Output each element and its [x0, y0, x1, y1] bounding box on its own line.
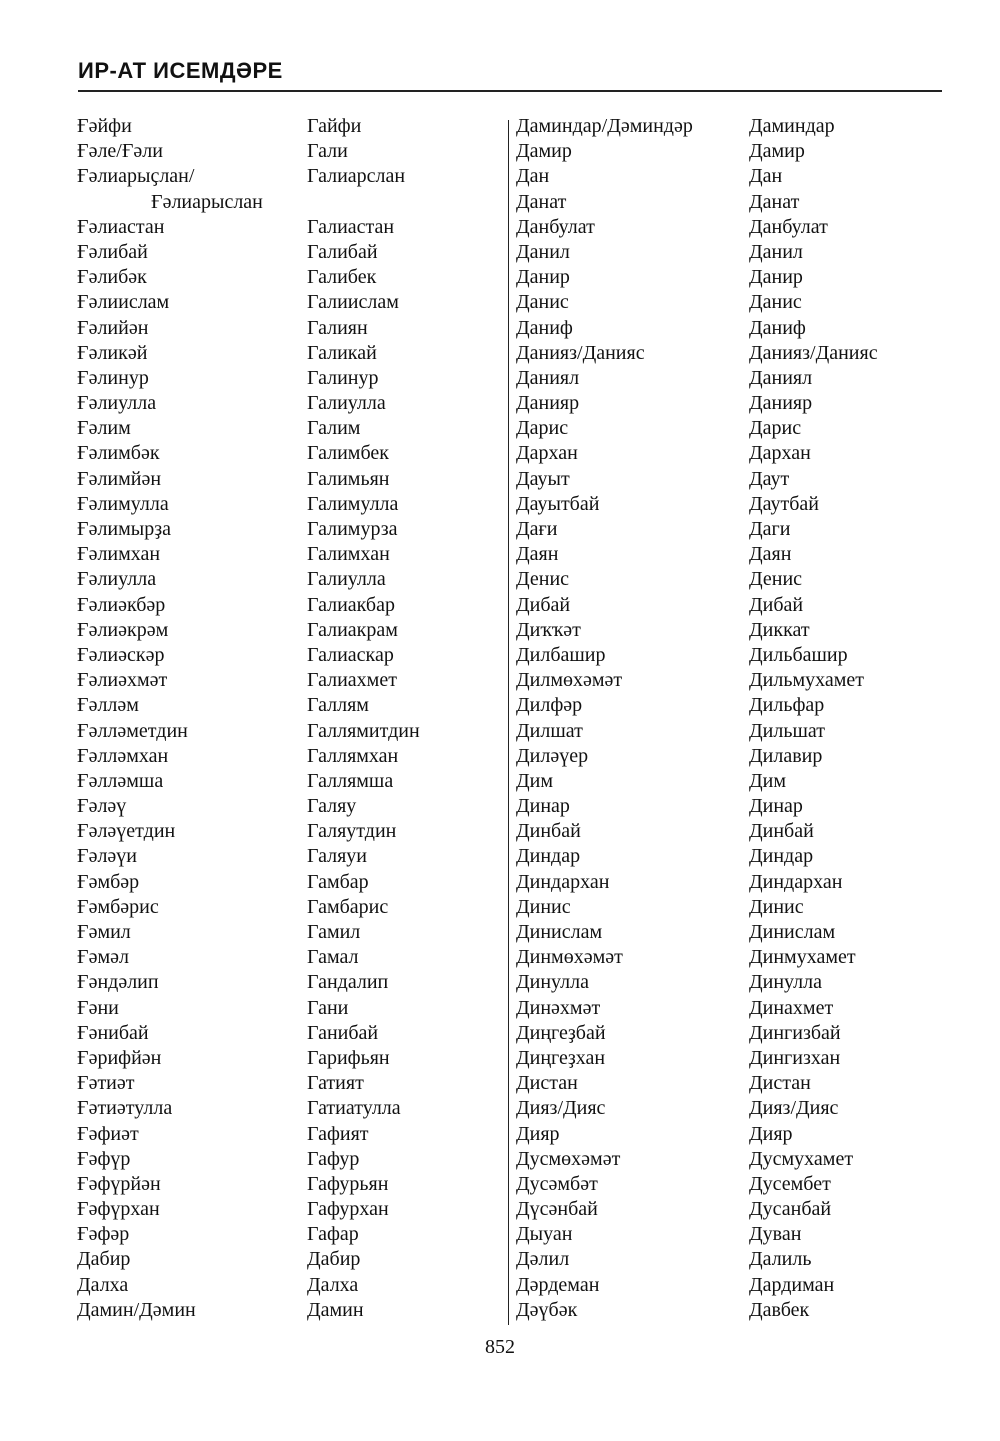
name-entry: Ғәйфи: [77, 115, 132, 137]
name-entry: Данияр: [516, 392, 580, 415]
name-entry: Дияр: [749, 1122, 793, 1145]
name-entry: Данис: [516, 291, 569, 314]
name-entry: Галим: [307, 417, 361, 440]
name-entry: Динис: [516, 895, 571, 918]
name-entry: Данат: [516, 190, 567, 213]
name-entry: Ғәлимхан: [77, 543, 161, 566]
name-entry: Динбай: [749, 820, 814, 843]
name-entry: Дибай: [516, 593, 571, 616]
name-entry: Динахмет: [749, 996, 834, 1019]
name-entry: Дильмухамет: [749, 669, 864, 692]
column-right-bashkir: [516, 114, 693, 1323]
name-entry: Дауыт: [516, 467, 570, 490]
name-entry: Диңгеҙхан: [516, 1046, 606, 1069]
name-entry: Дәүбәк: [516, 1298, 578, 1321]
name-entry: Галиулла: [307, 568, 386, 591]
name-entry: Дилбашир: [516, 643, 606, 666]
name-entry: Ғәлимырҙа: [77, 518, 171, 540]
name-entry: Гани: [307, 996, 349, 1019]
name-entry: Ғәләүетдин: [77, 820, 176, 843]
name-entry: Гамил: [307, 921, 361, 943]
name-entry: Данир: [749, 266, 803, 289]
name-entry: Дан: [516, 165, 550, 188]
column-left-bashkir: [77, 114, 263, 1323]
name-entry: Данир: [516, 266, 570, 289]
name-entry: Галиаскар: [307, 643, 394, 666]
name-entry: Гарифьян: [307, 1046, 390, 1069]
column-divider: [508, 120, 509, 1325]
name-entry: Динмухамет: [749, 946, 856, 969]
name-entry: Ғәфәр: [77, 1223, 130, 1246]
name-entry: Галлямитдин: [307, 719, 420, 742]
name-entry: Динулла: [516, 971, 590, 994]
name-entry: Ғәтиәтулла: [77, 1097, 173, 1120]
name-entry: Ғәлиәкбәр: [77, 593, 166, 616]
name-entry: Галиакрам: [307, 618, 398, 641]
name-entry: Ғәлинур: [77, 366, 149, 389]
name-entry: Дингизхан: [749, 1046, 841, 1069]
name-entry: Даниял: [749, 366, 813, 389]
name-entry: Гафур: [307, 1147, 360, 1170]
name-entry: Дан: [749, 165, 783, 188]
name-entry: Дилфәр: [516, 694, 583, 717]
page-number: 852: [485, 1336, 515, 1358]
name-entry: Галиарслан: [307, 165, 406, 188]
name-entry: [307, 190, 420, 215]
name-entry: Ғәрифйән: [77, 1046, 162, 1069]
name-entry: Ғәлимйән: [77, 467, 162, 490]
name-entry: Диләүер: [516, 744, 589, 767]
name-entry: Динулла: [749, 971, 823, 994]
name-entry: Гафият: [307, 1122, 369, 1145]
name-entry: Галлямхан: [307, 744, 399, 767]
name-entry: Данат: [749, 190, 800, 213]
name-entry: Дияз/Дияс: [516, 1097, 606, 1120]
name-entry: Ғәлимбәк: [77, 442, 160, 465]
name-entry: Дияр: [516, 1122, 560, 1145]
name-entry: Гамбар: [307, 870, 369, 893]
name-entry: Дистан: [749, 1072, 811, 1095]
name-entry: Ғәфүрхан: [77, 1198, 160, 1221]
name-entry: Даян: [749, 543, 792, 566]
name-entry: Галимхан: [307, 543, 390, 566]
name-entry: Динислам: [749, 921, 836, 943]
name-entry: Галяуи: [307, 845, 367, 868]
name-entry: Ғәни: [77, 996, 119, 1019]
name-entry: Дибай: [749, 593, 804, 616]
name-entry: Ғәмәл: [77, 946, 129, 969]
page-title: ИР-АТ ИСЕМДӘРЕ: [78, 58, 283, 83]
name-entry: Гафар: [307, 1223, 359, 1246]
name-entry: Данбулат: [516, 215, 595, 238]
name-entry: Галиислам: [307, 291, 399, 314]
name-entry: Гатиатулла: [307, 1097, 401, 1120]
name-entry: Даги: [749, 518, 791, 540]
name-entry: Галяу: [307, 795, 357, 818]
name-entry: Ғәликәй: [77, 341, 148, 364]
name-entry: Ғәлиәкрәм: [77, 618, 169, 641]
name-entry: Дим: [749, 769, 787, 792]
name-entry: Дильшат: [749, 719, 825, 742]
name-entry: Диңгеҙбай: [516, 1021, 606, 1044]
name-entry: Дабир: [307, 1248, 361, 1271]
name-entry: Дыуан: [516, 1223, 573, 1246]
name-entry: Гамбарис: [307, 895, 389, 918]
name-entry: Динис: [749, 895, 804, 918]
name-entry: Дусанбай: [749, 1198, 832, 1221]
name-entry: Даут: [749, 467, 790, 490]
name-entry: Дуван: [749, 1223, 802, 1246]
name-entry: Данияр: [749, 392, 813, 415]
name-entry: Галиулла: [307, 392, 386, 415]
name-entry: Ғәлиарыҫлан/: [77, 165, 195, 188]
name-entry: Диндархан: [749, 870, 843, 893]
name-entry: Дәлил: [516, 1248, 570, 1271]
name-entry: Дауытбай: [516, 492, 600, 515]
name-entry: Гатият: [307, 1072, 364, 1095]
name-entry: Динар: [516, 795, 570, 818]
name-entry: Данил: [749, 240, 803, 263]
name-entry: Ғәлимулла: [77, 492, 169, 515]
name-entry: Дильфар: [749, 694, 825, 717]
name-entry: Ғәләү: [77, 795, 127, 818]
name-entry: Данияз/Данияс: [516, 341, 645, 364]
name-entry: Ғәлим: [77, 417, 131, 440]
name-entry: Ғәлийән: [77, 316, 149, 339]
name-entry: Далиль: [749, 1248, 812, 1271]
name-entry: Динәхмәт: [516, 996, 601, 1019]
name-entry: Дусәмбәт: [516, 1172, 598, 1195]
name-entry: Дамин/Дәмин: [77, 1298, 196, 1321]
name-entry: Даниф: [749, 316, 806, 339]
name-entry: Ғәмил: [77, 921, 131, 943]
name-entry: Дусмухамет: [749, 1147, 854, 1170]
column-right-russian: [749, 114, 878, 1323]
name-entry: Дархан: [516, 442, 578, 465]
name-entry: Дилавир: [749, 744, 823, 767]
name-entry: Ғәмбәр: [77, 870, 140, 893]
name-entry: Дусмөхәмәт: [516, 1147, 621, 1170]
name-entry: Ғәлиәхмәт: [77, 669, 168, 692]
name-entry: Даутбай: [749, 492, 819, 515]
name-entry: Денис: [749, 568, 803, 591]
name-entry: Дамир: [749, 140, 805, 163]
name-entry: Гандалип: [307, 971, 389, 994]
name-entry: Динбай: [516, 820, 581, 843]
name-entry: Дилмөхәмәт: [516, 669, 623, 692]
name-entry: Даминдар/Дәминдәр: [516, 115, 693, 137]
name-entry: Гайфи: [307, 115, 362, 137]
name-entry: Галиастан: [307, 215, 395, 238]
name-entry: Ғәлиислам: [77, 291, 170, 314]
name-entry: Ғәндәлип: [77, 971, 159, 994]
name-entry: Ғәнибай: [77, 1021, 149, 1044]
name-entry: Ғәмбәрис: [77, 895, 159, 918]
name-entry: Дағи: [516, 518, 558, 540]
name-entry: Ғәлләмша: [77, 769, 164, 792]
header-rule: [78, 90, 942, 92]
name-entry: Галимулла: [307, 492, 399, 515]
name-entry: Галиахмет: [307, 669, 397, 692]
name-entry: Ғәлиастан: [77, 215, 165, 238]
name-entry: Ғәле/Ғәли: [77, 140, 163, 163]
name-entry: Галлям: [307, 694, 369, 717]
name-entry: Даниял: [516, 366, 580, 389]
name-entry: Гафурьян: [307, 1172, 389, 1195]
name-entry: Ғәлиулла: [77, 392, 157, 415]
name-entry: Даниф: [516, 316, 573, 339]
name-entry: Дамин: [307, 1298, 364, 1321]
name-entry: Ғәлиәскәр: [77, 643, 165, 666]
name-entry: Ғәфүрйән: [77, 1172, 161, 1195]
name-entry: Дабир: [77, 1248, 131, 1271]
name-entry: Гафурхан: [307, 1198, 389, 1221]
name-entry: Дияз/Дияс: [749, 1097, 839, 1120]
name-entry: Дарис: [749, 417, 802, 440]
name-entry: Ғәлиарыслан: [151, 190, 263, 213]
name-entry: Галикай: [307, 341, 377, 364]
name-entry: Галимурза: [307, 518, 398, 540]
name-entry: Далха: [77, 1273, 129, 1296]
name-entry: Дингизбай: [749, 1021, 841, 1044]
name-entry: Гамал: [307, 946, 359, 969]
name-entry: Дарис: [516, 417, 569, 440]
name-entry: Динар: [749, 795, 803, 818]
name-entry: Ғәфиәт: [77, 1122, 139, 1145]
name-entry: Галиян: [307, 316, 368, 339]
name-entry: Дистан: [516, 1072, 578, 1095]
name-entry: Дардиман: [749, 1273, 835, 1296]
name-entry: Диҡҡәт: [516, 618, 581, 641]
name-entry: Дим: [516, 769, 554, 792]
name-entry: Ғәфүр: [77, 1147, 131, 1170]
name-entry: Гали: [307, 140, 348, 163]
name-entry: Дәрдеман: [516, 1273, 600, 1296]
name-entry: Галинур: [307, 366, 379, 389]
name-entry: Даян: [516, 543, 559, 566]
name-entry: Диккат: [749, 618, 810, 641]
name-entry: Даминдар: [749, 115, 835, 137]
name-entry: Ғәлибай: [77, 240, 148, 263]
name-entry: Галлямша: [307, 769, 394, 792]
name-entry: Ганибай: [307, 1021, 379, 1044]
name-entry: Ғәлләм: [77, 694, 139, 717]
name-entry: Ғәлләмхан: [77, 744, 169, 767]
name-entry: Дилшат: [516, 719, 583, 742]
name-entry: Галибек: [307, 266, 377, 289]
name-entry: Ғәлиулла: [77, 568, 157, 591]
name-entry: Далха: [307, 1273, 359, 1296]
name-entry: Диндар: [749, 845, 814, 868]
name-entry: Галимбек: [307, 442, 389, 465]
name-entry: Дильбашир: [749, 643, 848, 666]
name-entry: Динислам: [516, 921, 603, 943]
name-entry: Дусембет: [749, 1172, 831, 1195]
name-entry: Данил: [516, 240, 570, 263]
name-entry: Ғәләүи: [77, 845, 137, 868]
name-entry: Ғәтиәт: [77, 1072, 135, 1095]
name-entry: Галиакбар: [307, 593, 395, 616]
name-entry: Галяутдин: [307, 820, 397, 843]
name-entry: Диндархан: [516, 870, 610, 893]
name-entry: Дархан: [749, 442, 811, 465]
name-entry: Ғәлләметдин: [77, 719, 188, 742]
name-entry: Дамир: [516, 140, 572, 163]
name-entry: Давбек: [749, 1298, 810, 1321]
name-entry: Данияз/Данияс: [749, 341, 878, 364]
name-entry: Данис: [749, 291, 802, 314]
name-entry: Денис: [516, 568, 570, 591]
name-entry: Ғәлибәк: [77, 266, 147, 289]
column-left-russian: [307, 114, 420, 1323]
name-entry: Данбулат: [749, 215, 828, 238]
name-entry: Галимьян: [307, 467, 390, 490]
name-entry: Дүсәнбай: [516, 1198, 598, 1221]
name-entry: Галибай: [307, 240, 378, 263]
name-entry: Диндар: [516, 845, 581, 868]
name-entry: Динмөхәмәт: [516, 946, 623, 969]
